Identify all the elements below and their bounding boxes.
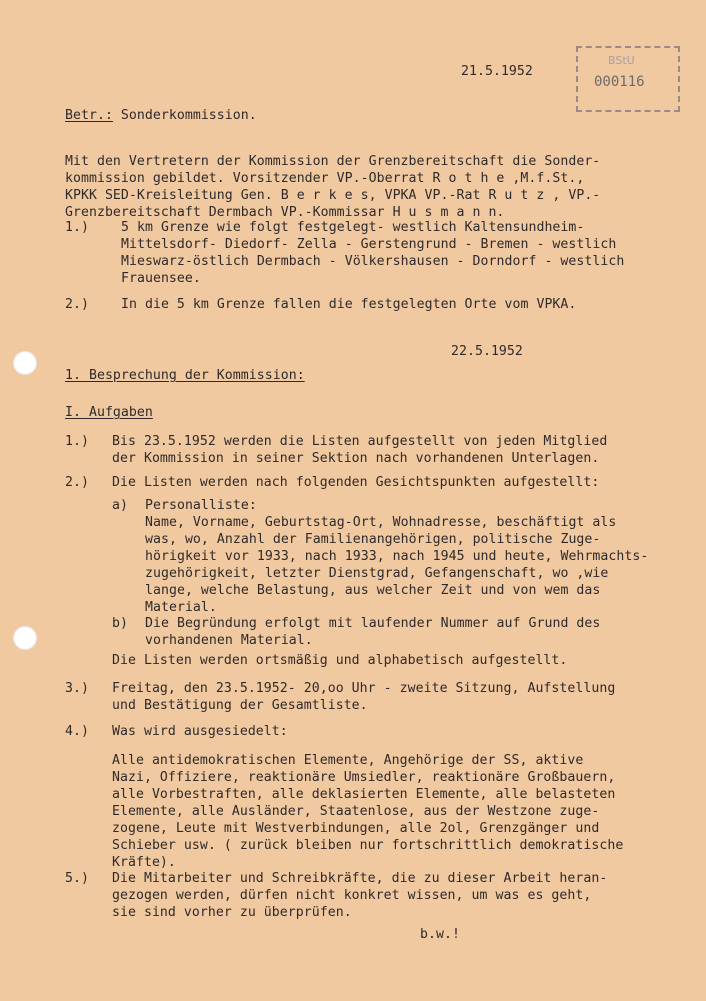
subject-text: Sonderkommission. [112, 108, 257, 123]
item-line: Schieber usw. ( zurück bleiben nur fortschrittlich demokratische [112, 838, 624, 853]
item-line: Die Mitarbeiter und Schreibkräfte, die zu dieser Arbeit heran- [112, 871, 608, 886]
item-line: sie sind vorher zu überprüfen. [112, 905, 352, 920]
sub-letter: b) [112, 616, 128, 631]
sub-line: Name, Vorname, Geburtstag-Ort, Wohnadresse, beschäftigt als [145, 515, 617, 530]
sub-line: Material. [145, 600, 217, 615]
punch-hole-bottom [13, 626, 37, 650]
item-line: Kräfte). [112, 855, 176, 870]
sub-title: Personalliste: [145, 498, 257, 513]
footer-bw: b.w.! [420, 927, 460, 942]
item-number: 1.) [65, 434, 89, 449]
intro-line: kommission gebildet. Vorsitzender VP.-Oberrat R o t h e ,M.f.St., [65, 171, 585, 186]
date-2: 22.5.1952 [451, 344, 523, 359]
heading-tasks: I. Aufgaben [65, 405, 153, 420]
subject-label: Betr.: [65, 108, 113, 123]
sub-line: lange, welche Belastung, aus welcher Zeit und von wem das [145, 583, 601, 598]
item-line: gezogen werden, dürfen nicht konkret wissen, um was es geht, [112, 888, 592, 903]
item-number: 4.) [65, 724, 89, 739]
date-1: 21.5.1952 [461, 64, 533, 79]
item-line: alle Vorbestraften, alle deklasierten Elemente, alle belasteten [112, 787, 616, 802]
item-line: zogene, Leute mit Westverbindungen, alle 2ol, Grenzgänger und [112, 821, 600, 836]
item-line: und Bestätigung der Gesamtliste. [112, 698, 368, 713]
item-line: Freitag, den 23.5.1952- 20,oo Uhr - zweite Sitzung, Aufstellung [112, 681, 616, 696]
sub-letter: a) [112, 498, 128, 513]
sub-line: was, wo, Anzahl der Familienangehörigen, politische Zuge- [145, 532, 601, 547]
intro-line: Mit den Vertretern der Kommission der Grenzbereitschaft die Sonder- [65, 154, 601, 169]
sub-line: Die Begründung erfolgt mit laufender Nummer auf Grund des [145, 616, 601, 631]
heading-meeting: 1. Besprechung der Kommission: [65, 368, 305, 383]
item-number: 5.) [65, 871, 89, 886]
sub-line: vorhandenen Material. [145, 633, 313, 648]
subject-line [65, 107, 257, 124]
intro-line: Grenzbereitschaft Dermbach VP.-Kommissar H u s m a n n. [65, 205, 505, 220]
sub-line: zugehörigkeit, letzter Dienstgrad, Gefangenschaft, wo ,wie [145, 566, 609, 581]
item-line: Frauensee. [121, 271, 201, 286]
item-line: der Kommission in seiner Sektion nach vorhandenen Unterlagen. [112, 451, 600, 466]
item-line: Nazi, Offiziere, reaktionäre Umsiedler, reaktionäre Großbauern, [112, 770, 616, 785]
item-number: 2.) [65, 475, 89, 490]
stamp-label: BStU [608, 54, 635, 67]
item-number: 1.) [65, 220, 89, 235]
item-line: Mittelsdorf- Diedorf- Zella - Gerstengrund - Bremen - westlich [121, 237, 617, 252]
item-line: Elemente, alle Ausländer, Staatenlose, aus der Westzone zuge- [112, 804, 600, 819]
item-line: Bis 23.5.1952 werden die Listen aufgestellt von jeden Mitglied [112, 434, 608, 449]
item-line: Alle antidemokratischen Elemente, Angehörige der SS, aktive [112, 753, 584, 768]
item-number: 2.) [65, 297, 89, 312]
item-line: In die 5 km Grenze fallen die festgelegten Orte vom VPKA. [121, 297, 577, 312]
punch-hole-top [13, 351, 37, 375]
item-title: Was wird ausgesiedelt: [112, 724, 288, 739]
item-number: 3.) [65, 681, 89, 696]
sub-line: hörigkeit vor 1933, nach 1933, nach 1945 und heute, Wehrmachts- [145, 549, 649, 564]
item-line: Mieswarz-östlich Dermbach - Völkershausen - Dorndorf - westlich [121, 254, 625, 269]
list-note: Die Listen werden ortsmäßig und alphabetisch aufgestellt. [112, 653, 568, 668]
item-line: Die Listen werden nach folgenden Gesichtspunkten aufgestellt: [112, 475, 600, 490]
item-line: 5 km Grenze wie folgt festgelegt- westlich Kaltensundheim- [121, 220, 585, 235]
archive-stamp [576, 46, 680, 112]
intro-line: KPKK SED-Kreisleitung Gen. B e r k e s, VPKA VP.-Rat R u t z , VP.- [65, 188, 601, 203]
stamp-number: 000116 [594, 74, 645, 90]
